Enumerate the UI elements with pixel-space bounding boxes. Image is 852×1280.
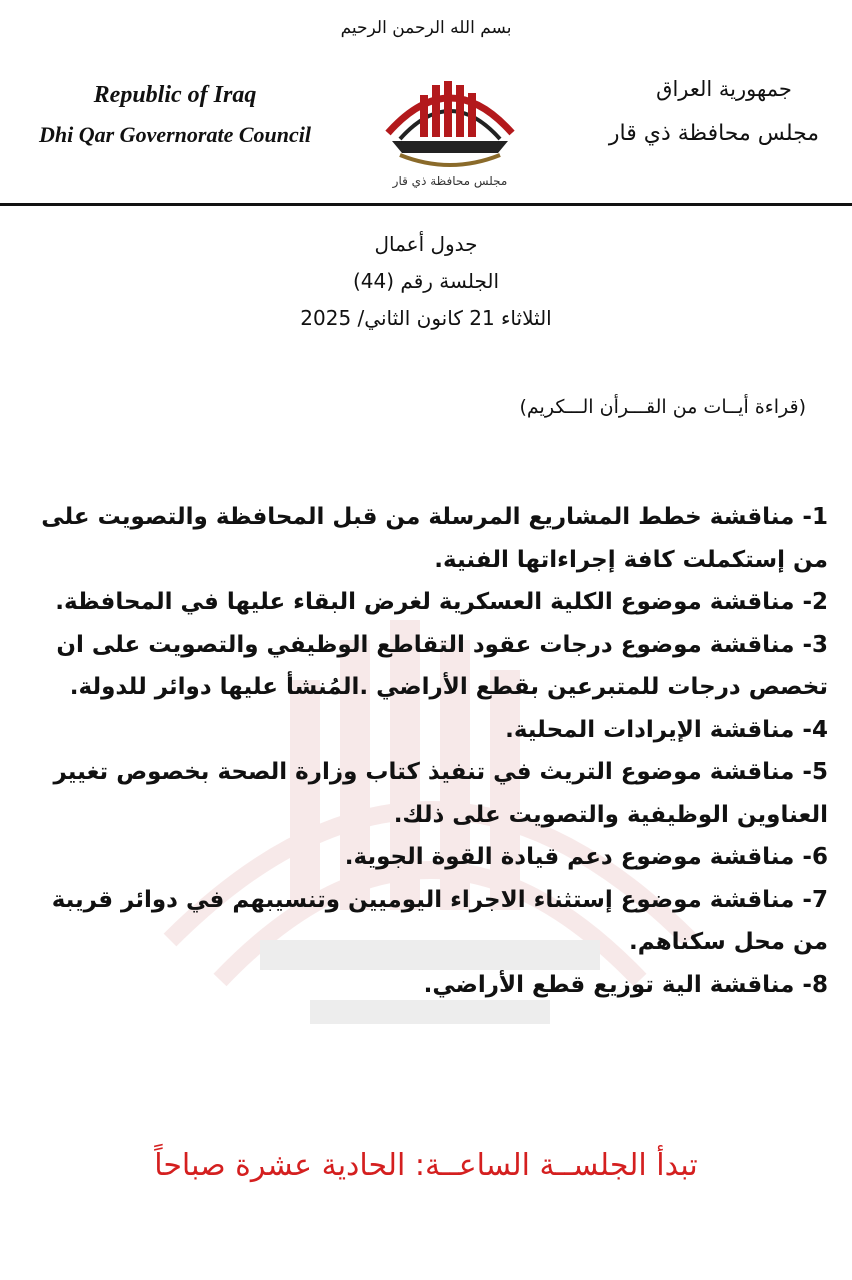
agenda-item-1: 1- مناقشة خطط المشاريع المرسلة من قبل المحافظة والتصويت على من إستكملت كافة إجراءاتها الفنية. xyxy=(41,504,828,573)
agenda-item-4: 4- مناقشة الإيرادات المحلية. xyxy=(505,716,828,743)
agenda-item-7: 7- مناقشة موضوع إستثناء الاجراء اليوميين وتنسيبهم في دوائر قريبة من محل سكناهم. xyxy=(51,886,828,955)
council-name-en: Dhi Qar Governorate Council xyxy=(39,122,311,147)
session-number: الجلسة رقم (44) xyxy=(352,269,500,293)
session-date: الثلاثاء 21 كانون الثاني/ 2025 xyxy=(300,306,552,330)
agenda-item-8: 8- مناقشة الية توزيع قطع الأراضي. xyxy=(423,971,828,998)
basmala: بسم الله الرحمن الرحيم xyxy=(340,18,512,38)
agenda-item-6: 6- مناقشة موضوع دعم قيادة القوة الجوية. xyxy=(344,844,828,870)
republic-of-iraq-ar: جمهورية العراق xyxy=(656,77,792,101)
logo-caption: مجلس محافظة ذي قار xyxy=(392,174,508,188)
republic-of-iraq-en: Republic of Iraq xyxy=(93,82,257,108)
quran-reading-line: (قراءة أيــات من القـــرأن الـــكريم) xyxy=(519,396,806,418)
agenda-item-2: 2- مناقشة موضوع الكلية العسكرية لغرض البقاء عليها في المحافظة. xyxy=(55,589,828,615)
council-name-ar: مجلس محافظة ذي قار xyxy=(608,121,820,146)
header-divider xyxy=(0,203,852,206)
agenda-item-3: 3- مناقشة موضوع درجات عقود التقاطع الوظيفي والتصويت على ان تخصص درجات للمتبرعين بقطع الأراضي .المُنشأ عليها دوائر للدولة. xyxy=(56,631,828,700)
agenda-item-5: 5- مناقشة موضوع التريث في تنفيذ كتاب وزارة الصحة بخصوص تغيير العناوين الوظيفية والتصويت على ذلك. xyxy=(53,759,828,828)
header-arabic xyxy=(584,72,844,162)
agenda-title-block xyxy=(0,226,852,337)
agenda-heading: جدول أعمال xyxy=(374,232,478,256)
agenda-items-list xyxy=(10,496,828,1006)
header-english xyxy=(10,78,340,158)
council-logo xyxy=(370,55,530,195)
session-start-time: تبدأ الجلســة الساعــة: الحادية عشرة صباحاً xyxy=(154,1148,698,1183)
